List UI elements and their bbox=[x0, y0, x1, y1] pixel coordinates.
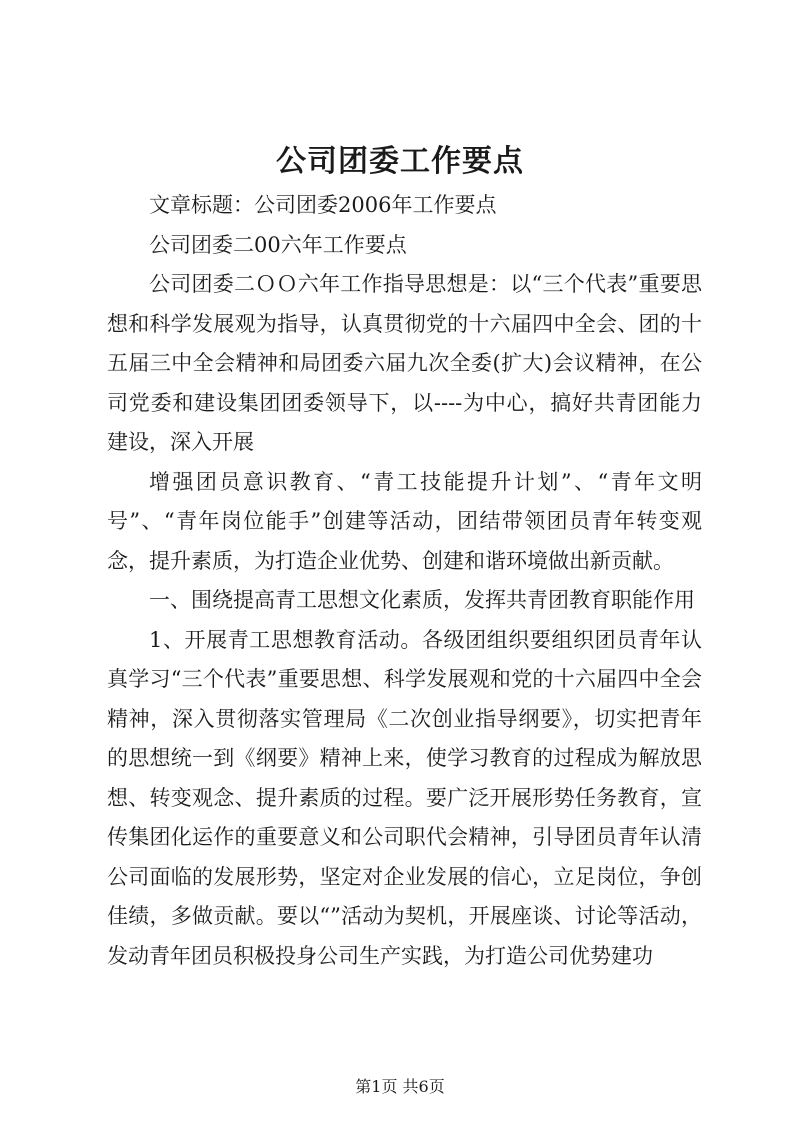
document-title: 公司团委工作要点 bbox=[276, 144, 524, 179]
document-body bbox=[107, 186, 702, 976]
paragraph-subtitle: 公司团委二00六年工作要点 bbox=[149, 232, 407, 257]
paragraph-item-1: 1、开展青工思想教育活动。各级团组织要组织团员青年认真学习“三个代表”重要思想、科学发展观和党的十六届四中全会精神，深入贯彻落实管理局《二次创业指导纲要》，切实把青年的思想统一到《纲要》精神上来，使学习教育的过程成为解放思想、转变观念、提升素质的过程。要广泛开展形势任务教育，宣传集团化运作的重要意义和公司职代会精神，引导团员青年认清公司面临的发展形势，坚定对企业发展的信心，立足岗位，争创佳绩，多做贡献。要以“”活动为契机，开展座谈、讨论等活动，发动青年团员积极投身公司生产实践，为打造公司优势建功 bbox=[107, 627, 702, 968]
paragraph-guiding-thought: 公司团委二ＯＯ六年工作指导思想是：以“三个代表”重要思想和科学发展观为指导，认真贯彻党的十六届四中全会、团的十五届三中全会精神和局团委六届九次全委(扩大)会议精神，在公司党委和建设集团团委领导下，以----为中心，搞好共青团能力建设，深入开展 bbox=[107, 272, 702, 454]
paragraph-activities: 增强团员意识教育、“青工技能提升计划”、“青年文明号”、“青年岗位能手”创建等活动，团结带领团员青年转变观念，提升素质，为打造企业优势、创建和谐环境做出新贡献。 bbox=[107, 469, 702, 573]
paragraph-article-title: 文章标题：公司团委2006年工作要点 bbox=[149, 193, 497, 217]
page-footer: 第1页 共6页 bbox=[355, 1077, 445, 1096]
paragraph-section-heading: 一、围绕提高青工思想文化素质，发挥共青团教育职能作用 bbox=[149, 588, 695, 612]
